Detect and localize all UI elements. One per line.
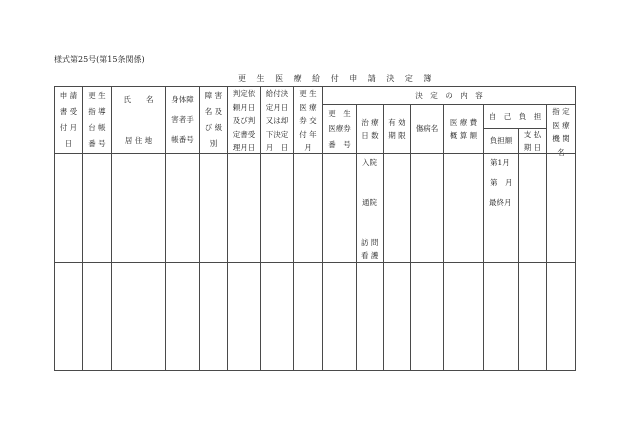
header-disability-handbook-number: 身体障 害者手 帳番号 <box>165 86 200 154</box>
header-designated-institution: 指 定 医 療 機 関 名 <box>546 104 576 154</box>
form-number: 様式第25号(第15条関係) <box>54 55 145 64</box>
header-payment-due-date: 支 払 期 日 <box>518 128 547 154</box>
header-self-pay: 自 己 負 担 <box>483 104 547 129</box>
header-self-pay-amount: 負担額 <box>483 128 519 154</box>
header-disability-name-grade: 障 害 名 及 び 級 別 <box>199 86 228 154</box>
body-row1-col11 <box>383 153 411 263</box>
body-row1-col7 <box>260 153 294 263</box>
body-row2-col12 <box>410 262 444 371</box>
body-row2-col3 <box>111 262 166 371</box>
body-row2-col10 <box>356 262 384 371</box>
label-outpatient: 通院 <box>362 198 377 207</box>
header-name-address: 氏 名 居 住 地 <box>111 86 166 154</box>
body-row2-col11 <box>383 262 411 371</box>
body-row1-col15 <box>518 153 547 263</box>
body-row2-col9 <box>322 262 357 371</box>
header-judgment-request-date: 判定依 頼月日 及び判 定書受 理月日 <box>227 86 261 154</box>
body-row2-col1 <box>54 262 83 371</box>
label-last-month: 最終月 <box>489 198 512 207</box>
body-row2-col15 <box>518 262 547 371</box>
body-row1-col8 <box>293 153 323 263</box>
body-row2-col13 <box>443 262 484 371</box>
label-home-nursing-line2: 看 護 <box>361 251 379 260</box>
body-row1-col2 <box>82 153 112 263</box>
label-home-nursing-line1: 訪 問 <box>361 238 379 247</box>
label-first-month: 第1月 <box>490 158 510 167</box>
header-decision-content: 決 定 の 内 容 <box>322 86 576 105</box>
body-row2-col4 <box>165 262 200 371</box>
header-medical-ticket-number: 更 生 医療券 番 号 <box>322 104 357 154</box>
header-medical-ticket-issue-date: 更 生 医 療 券 交 付 年 月 <box>293 86 323 154</box>
header-application-receipt-date: 申 請 書 受 付 月 日 <box>54 86 83 154</box>
body-row2-col14 <box>483 262 519 371</box>
body-row1-col13 <box>443 153 484 263</box>
body-row2-col6 <box>227 262 261 371</box>
header-disease-name: 傷病名 <box>410 104 444 154</box>
body-row2-col5 <box>199 262 228 371</box>
body-row1-self-pay-amount <box>483 153 519 263</box>
body-row1-col3 <box>111 153 166 263</box>
body-row2-col8 <box>293 262 323 371</box>
body-row2-col7 <box>260 262 294 371</box>
body-row1-col4 <box>165 153 200 263</box>
body-row1-col16 <box>546 153 576 263</box>
header-valid-period: 有 効 期 限 <box>383 104 411 154</box>
header-estimated-medical-cost: 医 療 費 概 算 額 <box>443 104 484 154</box>
header-treatment-days: 治 療 日 数 <box>356 104 384 154</box>
body-row1-col5 <box>199 153 228 263</box>
label-nth-month: 第 月 <box>490 178 513 187</box>
body-row2-col16 <box>546 262 576 371</box>
body-row1-col6 <box>227 153 261 263</box>
body-row1-col12 <box>410 153 444 263</box>
header-benefit-decision-date: 給付決 定月日 又は却 下決定 月 日 <box>260 86 294 154</box>
header-guidance-ledger-number: 更 生 指 導 台 帳 番 号 <box>82 86 112 154</box>
label-inpatient: 入院 <box>362 158 377 167</box>
body-row1-col1 <box>54 153 83 263</box>
body-row2-col2 <box>82 262 112 371</box>
form-title: 更 生 医 療 給 付 申 請 決 定 簿 <box>238 74 436 83</box>
body-row1-col9 <box>322 153 357 263</box>
